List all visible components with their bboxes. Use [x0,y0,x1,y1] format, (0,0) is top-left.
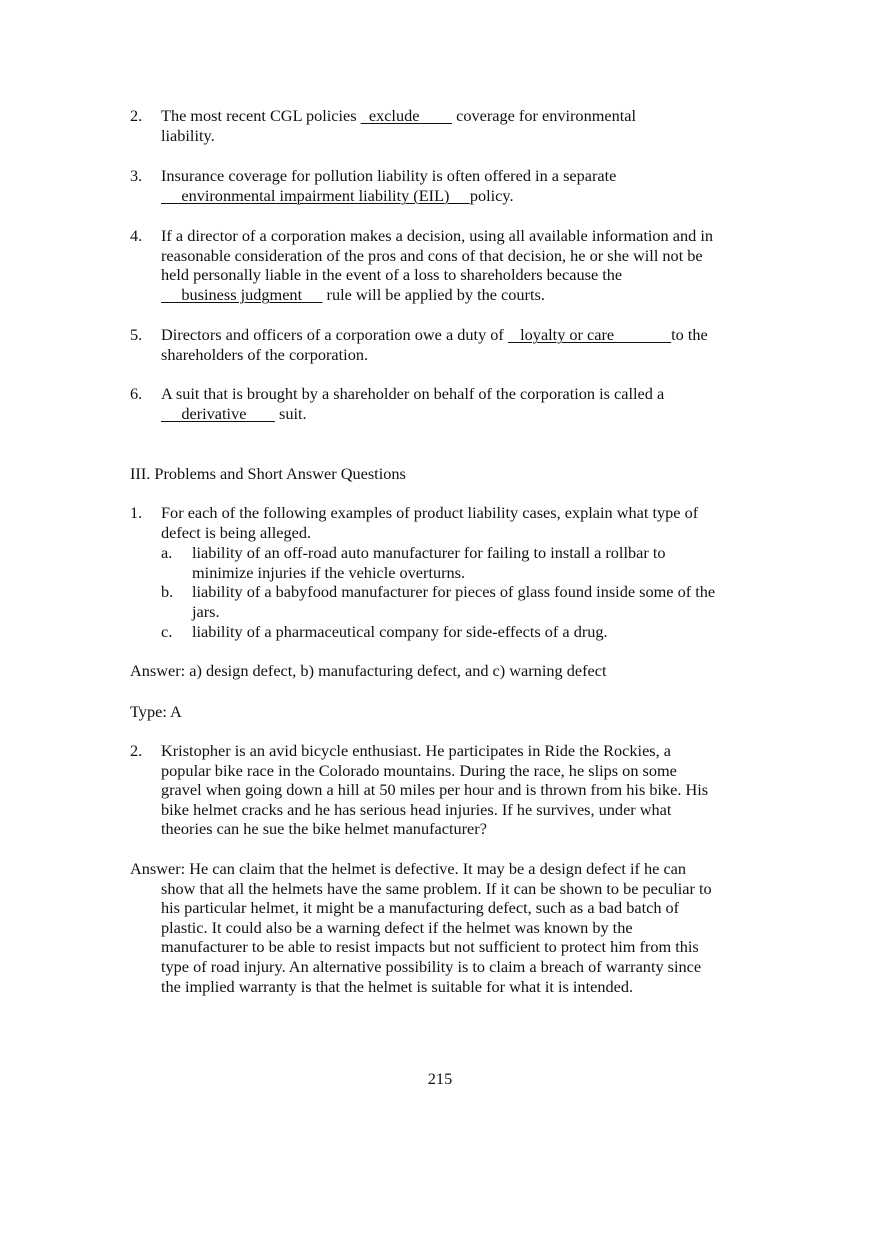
item-text: to the [671,325,708,344]
answer-blank: loyalty or care [507,325,672,344]
item-text: coverage for environmental [452,106,637,125]
sub-item-label: c. [161,622,173,641]
section-heading: III. Problems and Short Answer Questions [130,464,406,483]
item-line: Insurance coverage for pollution liability is often offered in a separate [161,166,617,185]
answer-line: his particular helmet, it might be a manufacturing defect, such as a bad batch of [161,898,680,918]
item-line: defect is being alleged. [161,522,312,542]
item-line [161,285,771,305]
sub-item-line: minimize injuries if the vehicle overturns. [192,562,466,582]
item-number: 5. [130,325,143,344]
answer-1 [130,661,770,681]
item-line [161,106,771,126]
item-line [161,186,771,206]
answer-line: Answer: He can claim that the helmet is defective. It may be a design defect if he can [130,859,687,878]
answer-line: plastic. It could also be a warning defect if the helmet was known by the [161,917,633,937]
answer-line: manufacturer to be able to resist impacts but not sufficient to protect him from this [161,937,699,957]
sub-item-line: liability of a pharmaceutical company for side-effects of a drug. [192,622,608,641]
sub-item-label: b. [161,582,174,601]
answer-line: show that all the helmets have the same problem. If it can be shown to be peculiar to [161,878,712,898]
item-text: rule will be applied by the courts. [322,284,545,304]
item-line: gravel when going down a hill at 50 miles per hour and is thrown from his bike. His [161,780,709,800]
sub-item-label: a. [161,543,173,562]
item-text: The most recent CGL policies [161,106,361,125]
answer-blank: business judgment [161,284,323,304]
item-line: theories can he sue the bike helmet manufacturer? [161,819,487,839]
item-number: 3. [130,166,143,185]
item-line [161,404,771,424]
item-line: liability. [161,125,215,145]
answer-blank: derivative [161,403,275,423]
answer-blank: exclude [360,106,453,125]
item-number: 4. [130,226,143,245]
item-number: 1. [130,503,143,522]
answer-line: type of road injury. An alternative possibility is to claim a breach of warranty since [161,956,702,976]
item-line: reasonable consideration of the pros and cons of that decision, he or she will not be [161,245,703,265]
type-text: Type: A [130,702,182,721]
sub-item-line: liability of an off-road auto manufacturer for failing to install a rollbar to [192,543,666,562]
item-text: Directors and officers of a corporation owe a duty of [161,325,508,344]
item-line: A suit that is brought by a shareholder on behalf of the corporation is called a [161,384,665,403]
item-line: held personally liable in the event of a loss to shareholders because the [161,265,623,285]
item-text: suit. [274,403,307,423]
item-text: policy. [469,185,514,205]
sub-item-line: jars. [192,601,220,621]
answer-text: Answer: a) design defect, b) manufacturing defect, and c) warning defect [130,661,607,680]
item-line: popular bike race in the Colorado mountains. During the race, he slips on some [161,760,677,780]
answer-2 [130,859,770,996]
item-line: shareholders of the corporation. [161,344,369,364]
question-type [130,702,770,722]
item-number: 2. [130,106,143,125]
item-number: 2. [130,741,143,760]
page-number: 215 [427,1069,453,1088]
answer-line: the implied warranty is that the helmet is suitable for what it is intended. [161,976,634,996]
item-line: Kristopher is an avid bicycle enthusiast. He participates in Ride the Rockies, a [161,741,672,760]
sub-item-line: liability of a babyfood manufacturer for pieces of glass found inside some of the [192,582,716,601]
item-line [161,325,771,345]
answer-blank: environmental impairment liability (EIL) [161,185,470,205]
item-line: If a director of a corporation makes a decision, using all available information and in [161,226,714,245]
item-line: bike helmet cracks and he has serious head injuries. If he survives, under what [161,799,672,819]
item-number: 6. [130,384,143,403]
item-line: For each of the following examples of product liability cases, explain what type of [161,503,699,522]
